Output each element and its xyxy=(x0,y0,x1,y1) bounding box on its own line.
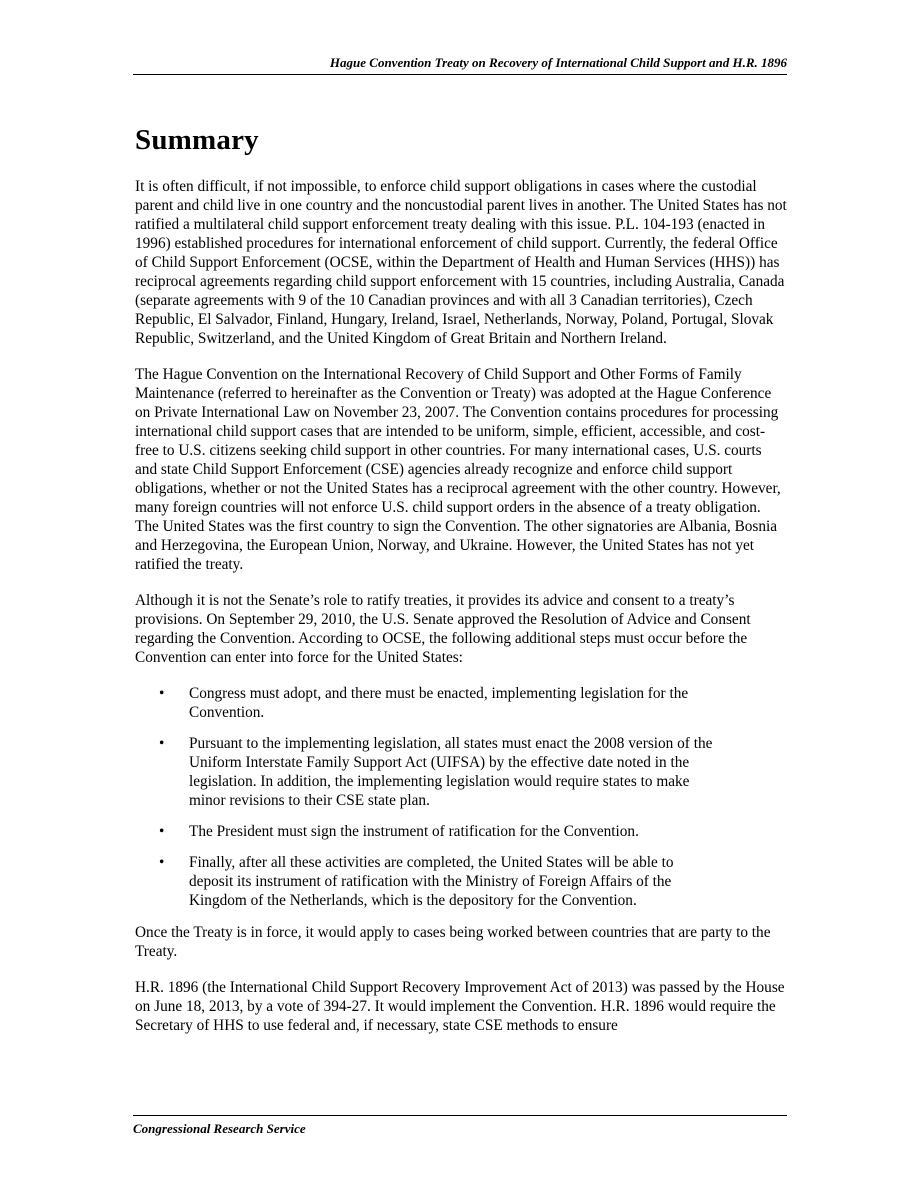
paragraph: It is often difficult, if not impossible, to enforce child support obligations in cases where the custodial parent and child live in one country and the noncustodial parent lives in another. The United States has not ratified a multilateral child support enforcement treaty dealing with this issue. P.L. 104-193 (enacted in 1996) established procedures for international enforcement of child support. Currently, the federal Office of Child Support Enforcement (OCSE, within the Department of Health and Human Services (HHS)) has reciprocal agreements regarding child support enforcement with 15 countries, including Australia, Canada (separate agreements with 9 of the 10 Canadian provinces and with all 3 Canadian territories), Czech Republic, El Salvador, Finland, Hungary, Ireland, Israel, Netherlands, Norway, Poland, Portugal, Slovak Republic, Switzerland, and the United Kingdom of Great Britain and Northern Ireland. xyxy=(135,178,787,347)
list-item: • Congress must adopt, and there must be enacted, implementing legislation for the Convention. xyxy=(135,684,719,722)
list-item: • The President must sign the instrument of ratification for the Convention. xyxy=(135,822,719,841)
running-header: Hague Convention Treaty on Recovery of International Child Support and H.R. 1896 xyxy=(133,55,787,75)
page-footer: Congressional Research Service xyxy=(133,1115,787,1137)
summary-body xyxy=(135,177,787,1052)
paragraph: Once the Treaty is in force, it would apply to cases being worked between countries that are party to the Treaty. xyxy=(135,924,771,960)
page-title: Summary xyxy=(135,124,259,156)
list-item: • Pursuant to the implementing legislation, all states must enact the 2008 version of the Uniform Interstate Family Support Act (UIFSA) by the effective date noted in the legislation. In addition, the implementing legislation would require states to make minor revisions to their CSE state plan. xyxy=(135,734,719,810)
list-item: • Finally, after all these activities are completed, the United States will be able to deposit its instrument of ratification with the Ministry of Foreign Affairs of the Kingdom of the Netherlands, which is the depository for the Convention. xyxy=(135,853,719,910)
paragraph: Although it is not the Senate’s role to ratify treaties, it provides its advice and consent to a treaty’s provisions. On September 29, 2010, the U.S. Senate approved the Resolution of Advice and Consent regarding the Convention. According to OCSE, the following additional steps must occur before the Convention can enter into force for the United States: xyxy=(135,592,751,666)
paragraph: The Hague Convention on the International Recovery of Child Support and Other Forms of Family Maintenance (referred to hereinafter as the Convention or Treaty) was adopted at the Hague Conference on Private International Law on November 23, 2007. The Convention contains procedures for processing international child support cases that are intended to be uniform, simple, efficient, accessible, and cost-free to U.S. citizens seeking child support in other countries. For many international cases, U.S. courts and state Child Support Enforcement (CSE) agencies already recognize and enforce child support obligations, whether or not the United States has a reciprocal agreement with the other country. However, many foreign countries will not enforce U.S. child support orders in the absence of a treaty obligation. The United States was the first country to sign the Convention. The other signatories are Albania, Bosnia and Herzegovina, the European Union, Norway, and Ukraine. However, the United States has not yet ratified the treaty. xyxy=(135,366,781,573)
ratification-steps-list xyxy=(135,684,787,910)
paragraph: H.R. 1896 (the International Child Support Recovery Improvement Act of 2013) was passed by the House on June 18, 2013, by a vote of 394-27. It would implement the Convention. H.R. 1896 would require the Secretary of HHS to use federal and, if necessary, state CSE methods to ensure xyxy=(135,979,785,1034)
